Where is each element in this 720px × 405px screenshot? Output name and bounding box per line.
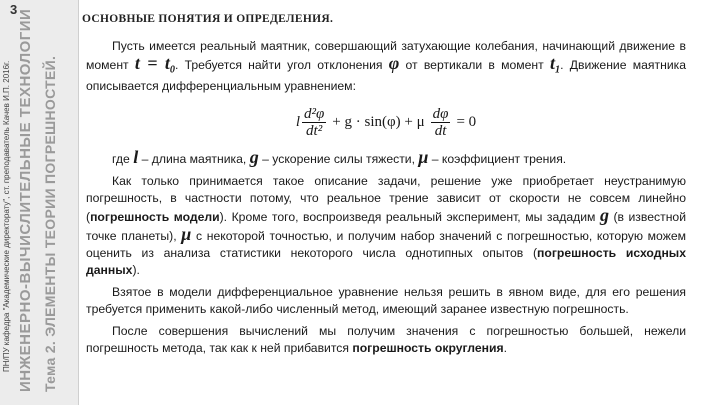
- sidebar-course-title: ИНЖЕНЕРНО-ВЫЧИСЛИТЕЛЬНЫЕ ТЕХНОЛОГИИ: [17, 8, 34, 392]
- paragraph-method-error: Взятое в модели дифференциальное уравнение нельзя решить в явном виде, для его решения требуется применить какой-либо численный метод, имеющий заранее известную погрешность.: [86, 285, 686, 317]
- paragraph-definitions: где l – длина маятника, g – ускорение силы тяжести, μ – коэффициент трения.: [112, 147, 567, 168]
- sidebar: [0, 0, 79, 405]
- paragraph-model-error: Как только принимается такое описание задачи, решение уже приобретает неустранимую погрешность, в частности потому, что реальное трение зависит от скорости не совсем линейно (погрешность модели). Кроме того, воспроизведя реальный эксперимент, мы зададим g (в известной точке планеты), μ с некоторой точностью, и получим набор значений с погрешностью, которую можем оценить из анализа статистики некоторого числа однотипных опытов (погрешность исходных данных).: [86, 174, 687, 278]
- paragraph-intro: Пусть имеется реальный маятник, совершающий затухающие колебания, начинающий движение в момент $t = t_0$. Требуется найти угол отклонения φ от вертикали в момент $t_1$. Движение маятника описывается дифференциальным уравнением:: [86, 39, 687, 94]
- differential-equation: l $\frac{\text{d²φ}}{\text{dt²}}$ + g · sin(φ) + μ $\frac{d\varphi}{dt}$ = 0: [295, 105, 477, 139]
- second-derivative: $\frac{\text{d²φ}}{\text{dt²}}$: [303, 105, 325, 139]
- sidebar-topic-title: Тема 2. ЭЛЕМЕНТЫ ТЕОРИИ ПОГРЕШНОСТЕЙ.: [42, 55, 58, 392]
- slide-content: [86, 38, 686, 357]
- sidebar-author: ПН/ПУ кафедра "Академические директорату", ст. преподаватель Качев И.П. 2016г.: [2, 60, 11, 372]
- first-derivative: $\frac{d\varphi}{dt}$: [432, 105, 449, 139]
- page-title: ОСНОВНЫЕ ПОНЯТИЯ И ОПРЕДЕЛЕНИЯ.: [82, 13, 334, 25]
- slide-number: 3: [10, 2, 18, 17]
- paragraph-rounding-error: После совершения вычислений мы получим значения с погрешностью большей, нежели погрешность метода, так как к ней прибавится погрешность округления.: [86, 324, 686, 356]
